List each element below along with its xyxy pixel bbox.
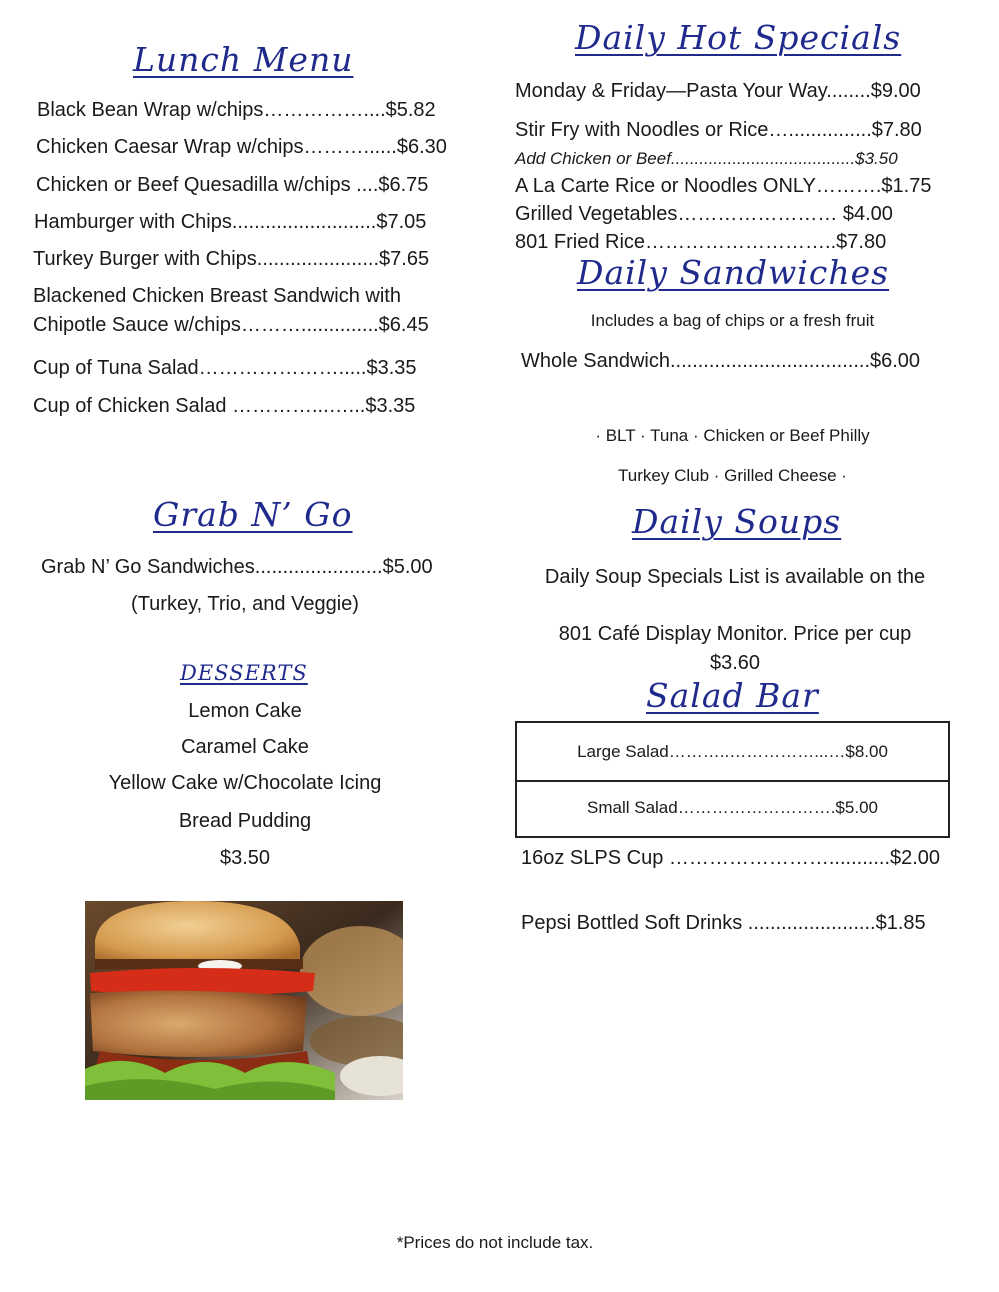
hot-special-item: 801 Fried Rice………………………..$7.80 [515, 231, 887, 253]
lunch-item: Hamburger with Chips..........................$7.05 [34, 211, 427, 233]
sandwich-list: · BLT · Tuna · Chicken or Beef Philly [595, 426, 870, 445]
small-salad-row [517, 780, 948, 836]
lunch-item: Chicken or Beef Quesadilla w/chips ....$6.75 [36, 174, 429, 196]
soups-text: 801 Café Display Monitor. Price per cup [558, 623, 912, 645]
daily-sandwiches-title: Daily Sandwiches [577, 253, 890, 292]
dessert-item: Caramel Cake [181, 736, 309, 758]
lunch-item: Cup of Tuna Salad………………….....$3.35 [33, 357, 417, 379]
soups-price: $3.60 [709, 652, 761, 674]
grab-n-go-item: Grab N’ Go Sandwiches.......................$5.00 [41, 556, 433, 578]
lunch-item: Blackened Chicken Breast Sandwich with [33, 285, 401, 307]
soups-text: Daily Soup Specials List is available on the [544, 566, 926, 588]
sandwich-item: Whole Sandwich....................................$6.00 [521, 350, 921, 372]
daily-hot-specials-title: Daily Hot Specials [575, 18, 902, 57]
sandwich-list: Turkey Club · Grilled Cheese · [618, 466, 847, 485]
lunch-item: Chipotle Sauce w/chips………..............$6.45 [33, 314, 429, 336]
lunch-item: Black Bean Wrap w/chips……………....$5.82 [37, 99, 436, 121]
hot-special-item: A La Carte Rice or Noodles ONLY……….$1.75 [515, 175, 932, 197]
hot-special-item: Grilled Vegetables…………………… $4.00 [515, 203, 893, 225]
addon-text: Add Chicken or Beef.......................................$3.50 [515, 149, 898, 168]
salad-bar-title: Salad Bar [646, 676, 819, 715]
lunch-item: Cup of Chicken Salad …………...…...$3.35 [33, 395, 416, 417]
grab-n-go-title: Grab N’ Go [153, 495, 353, 534]
large-salad-text: Large Salad………..……………...…$8.00 [577, 741, 888, 761]
daily-soups-title: Daily Soups [632, 502, 842, 541]
hot-special-addon [515, 149, 898, 169]
dessert-price: $3.50 [219, 847, 271, 869]
dessert-item: Yellow Cake w/Chocolate Icing [108, 772, 382, 794]
large-salad-row [517, 723, 948, 782]
dessert-item: Bread Pudding [178, 810, 312, 832]
footer-note: *Prices do not include tax. [396, 1233, 594, 1252]
hot-special-item: Stir Fry with Noodles or Rice…...............$7.80 [515, 119, 922, 141]
desserts-title: DESSERTS [180, 661, 308, 685]
drink-item: 16oz SLPS Cup ……………………...........$2.00 [521, 847, 941, 869]
dessert-item: Lemon Cake [188, 700, 302, 722]
burger-photo [85, 901, 403, 1100]
lunch-item: Chicken Caesar Wrap w/chips………......$6.30 [36, 136, 447, 158]
hot-special-item: Monday & Friday—Pasta Your Way........$9.00 [515, 80, 921, 102]
sandwiches-note: Includes a bag of chips or a fresh fruit [590, 311, 875, 330]
grab-n-go-note: (Turkey, Trio, and Veggie) [131, 593, 359, 615]
drink-item: Pepsi Bottled Soft Drinks .......................$1.85 [521, 912, 926, 934]
lunch-item: Turkey Burger with Chips......................$7.65 [33, 248, 430, 270]
small-salad-text: Small Salad……………………….$5.00 [587, 798, 878, 817]
salad-table [515, 721, 950, 838]
lunch-menu-title: Lunch Menu [133, 40, 354, 79]
